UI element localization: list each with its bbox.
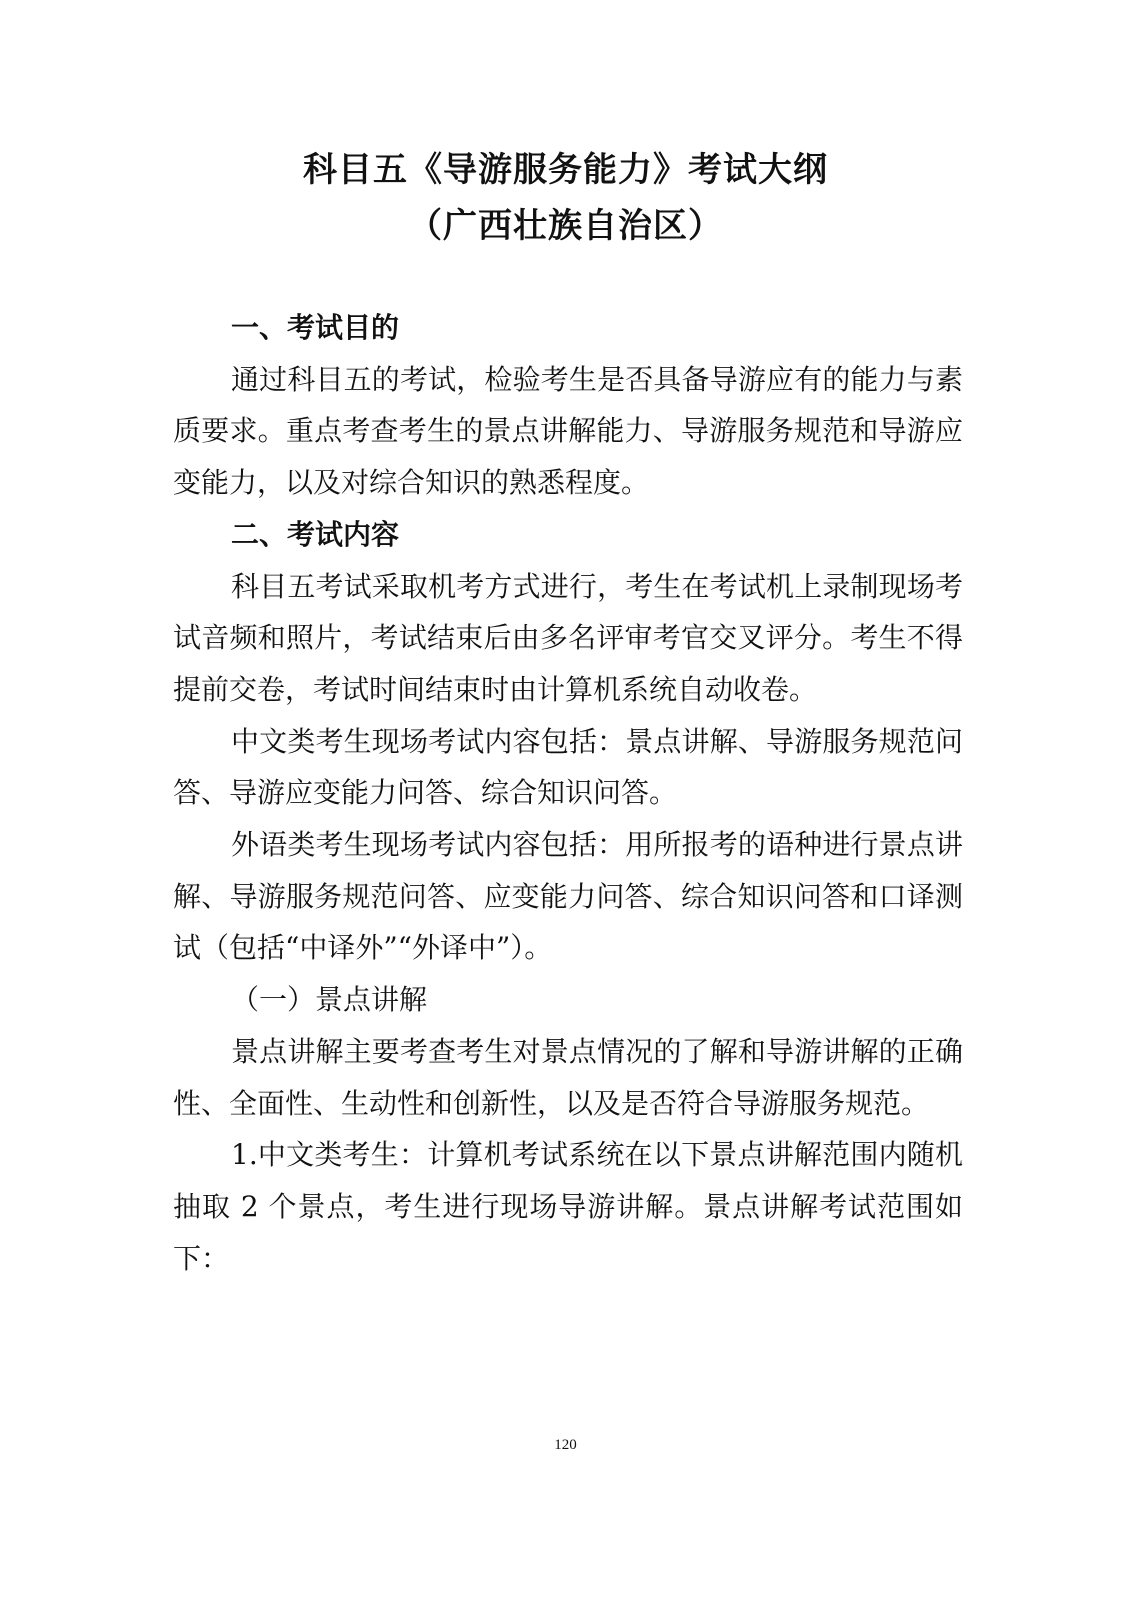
paragraph-content: 科目五考试采取机考方式进行，考生在考试机上录制现场考试音频和照片，考试结束后由多名评审考官交叉评分。考生不得提前交卷，考试时间结束时由计算机系统自动收卷。: [173, 569, 963, 706]
list-item-chinese-candidates: 1.中文类考生：计算机考试系统在以下景点讲解范围内随机抽取 2 个景点，考生进行现场导游讲解。景点讲解考试范围如下：: [173, 1138, 963, 1275]
document-subtitle: （广西壮族自治区）: [408, 206, 723, 246]
section-heading-purpose: 一、考试目的: [231, 311, 400, 344]
paragraph-chinese-candidates: 中文类考生现场考试内容包括：景点讲解、导游服务规范问答、导游应变能力问答、综合知识问答。: [173, 724, 963, 810]
document-body: [173, 302, 963, 1284]
paragraph-purpose: 通过科目五的考试，检验考生是否具备导游应有的能力与素质要求。重点考查考生的景点讲解能力、导游服务规范和导游应变能力，以及对综合知识的熟悉程度。: [173, 362, 963, 500]
paragraph-scenic-explanation: 景点讲解主要考查考生对景点情况的了解和导游讲解的正确性、全面性、生动性和创新性，以及是否符合导游服务规范。: [173, 1034, 963, 1120]
paragraph-foreign-candidates: 外语类考生现场考试内容包括：用所报考的语种进行景点讲解、导游服务规范问答、应变能力问答、综合知识问答和口译测试（包括“中译外”“外译中”）。: [173, 828, 963, 965]
document-title: 科目五《导游服务能力》考试大纲: [303, 150, 828, 190]
page-number: 120: [554, 1437, 577, 1453]
subsection-heading-scenic-explanation: （一）景点讲解: [231, 983, 428, 1017]
section-heading-content: 二、考试内容: [231, 517, 400, 551]
